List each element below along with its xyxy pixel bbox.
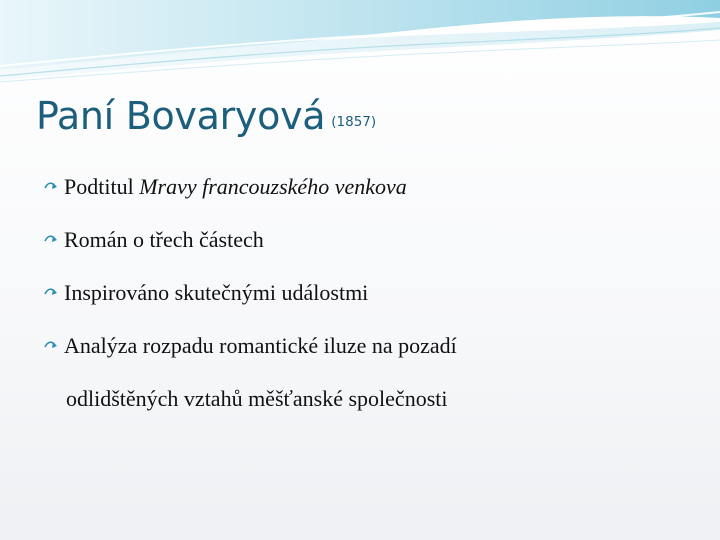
wave-arrow-icon (44, 338, 60, 354)
bullet-text-line2: odlidštěných vztahů měšťanské společnosti (66, 386, 448, 411)
header-wave-decoration (0, 0, 720, 90)
title-text: Paní Bovaryová (36, 94, 326, 138)
bullet-item-inspiration (44, 266, 704, 319)
bullet-emphasis: Mravy francouzského venkova (139, 174, 407, 199)
bullet-list (44, 160, 704, 425)
title-year: (1857) (331, 114, 377, 130)
bullet-text: Inspirováno skutečnými událostmi (64, 280, 369, 305)
wave-arrow-icon (44, 179, 60, 195)
bullet-text-line1: Analýza rozpadu romantické iluze na pozadí (64, 333, 457, 358)
slide-title (36, 90, 376, 148)
bullet-prefix: Podtitul (64, 174, 140, 199)
wave-arrow-icon (44, 232, 60, 248)
bullet-item-analysis (44, 319, 704, 425)
bullet-item-subtitle (44, 160, 704, 213)
bullet-text: Román o třech částech (64, 227, 264, 252)
bullet-item-structure (44, 213, 704, 266)
wave-arrow-icon (44, 285, 60, 301)
